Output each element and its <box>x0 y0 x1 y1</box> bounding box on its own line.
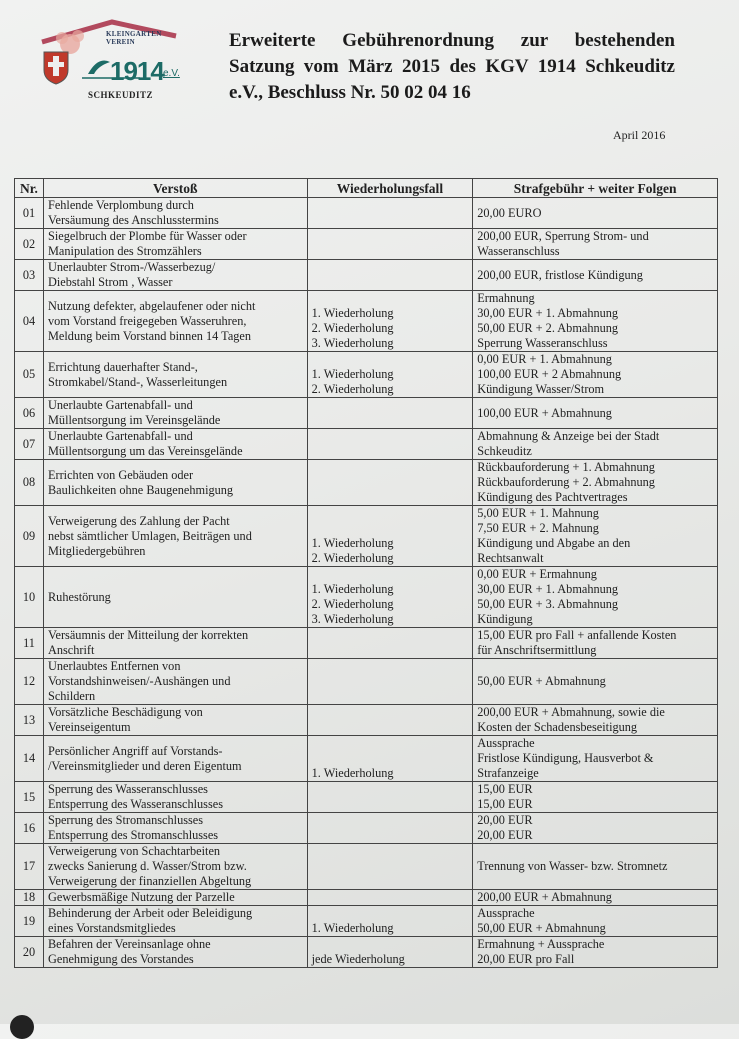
violation-cell <box>43 705 307 736</box>
fee-table <box>14 178 718 968</box>
violation-line: Gewerbsmäßige Nutzung der Parzelle <box>47 890 235 904</box>
violation-cell <box>43 229 307 260</box>
penalty-line: 200,00 EUR + Abmahnung <box>477 890 612 904</box>
violation-line: Unerlaubter Strom-/Wasserbezug/ <box>47 260 216 274</box>
violation-line: Entsperrung des Stromanschlusses <box>47 828 219 842</box>
repetition-cell <box>307 398 473 429</box>
penalty-line: 30,00 EUR + 1. Abmahnung <box>477 582 619 596</box>
violation-line: Vorsätzliche Beschädigung von <box>47 705 203 719</box>
violation-cell <box>43 567 307 628</box>
table-row <box>15 844 718 890</box>
penalty-cell <box>473 782 718 813</box>
violation-cell <box>43 260 307 291</box>
violation-line: vom Vorstand freigegeben Wasseruhren, <box>47 313 247 328</box>
violation-cell <box>43 198 307 229</box>
row-number: 09 <box>15 506 44 567</box>
document-date: April 2016 <box>613 128 666 142</box>
violation-line: Müllentsorgung im Vereinsgelände <box>47 413 221 427</box>
table-row <box>15 567 718 628</box>
table-row <box>15 736 718 782</box>
violation-line: zwecks Sanierung d. Wasser/Strom bzw. <box>47 859 247 873</box>
table-row <box>15 628 718 659</box>
repetition-cell <box>307 628 473 659</box>
violation-line: Manipulation des Stromzählers <box>47 244 202 258</box>
penalty-cell <box>473 291 718 352</box>
violation-line: Genehmigung des Vorstandes <box>47 952 194 966</box>
penalty-line: 200,00 EUR, Sperrung Strom- und <box>477 229 649 243</box>
row-number: 02 <box>15 229 44 260</box>
logo-year: 1914 <box>110 56 164 86</box>
penalty-cell <box>473 567 718 628</box>
violation-line: Vorstandshinweisen/-Aushängen und <box>47 674 231 688</box>
penalty-line: 30,00 EUR + 1. Abmahnung <box>477 306 619 320</box>
violation-line: Fehlende Verplombung durch <box>47 198 194 212</box>
repetition-line: 2. Wiederholung <box>311 382 394 396</box>
violation-line: Errichtung dauerhafter Stand-, <box>47 359 198 374</box>
violation-cell <box>43 937 307 968</box>
repetition-cell <box>307 460 473 506</box>
column-header-verstoss: Verstoß <box>43 179 307 198</box>
penalty-cell <box>473 906 718 937</box>
penalty-cell <box>473 890 718 906</box>
violation-line: Persönlicher Angriff auf Vorstands- <box>47 743 223 758</box>
penalty-cell <box>473 736 718 782</box>
violation-line: Errichten von Gebäuden oder <box>47 467 194 482</box>
penalty-line: 7,50 EUR + 2. Mahnung <box>477 521 599 535</box>
repetition-cell <box>307 890 473 906</box>
row-number: 16 <box>15 813 44 844</box>
table-row <box>15 906 718 937</box>
penalty-line: 50,00 EUR + 2. Abmahnung <box>477 321 619 335</box>
penalty-line: 50,00 EUR + 3. Abmahnung <box>477 597 619 611</box>
penalty-line: 200,00 EUR + Abmahnung, sowie die <box>477 705 665 719</box>
violation-line: Stromkabel/Stand-, Wasserleitungen <box>47 374 228 389</box>
violation-line: Verweigerung von Schachtarbeiten <box>47 844 221 858</box>
table-header-row <box>15 179 718 198</box>
penalty-line: 50,00 EUR + Abmahnung <box>477 921 606 935</box>
pin-head <box>10 1015 34 1039</box>
violation-line: Nutzung defekter, abgelaufener oder nicht <box>47 298 256 313</box>
row-number: 12 <box>15 659 44 705</box>
table-row <box>15 260 718 291</box>
penalty-line: 50,00 EUR + Abmahnung <box>477 674 606 688</box>
penalty-line: Rückbauforderung + 1. Abmahnung <box>477 460 655 474</box>
penalty-line: Fristlose Kündigung, Hausverbot & <box>477 751 654 765</box>
penalty-line: 20,00 EUR <box>477 828 533 842</box>
penalty-cell <box>473 352 718 398</box>
penalty-cell <box>473 659 718 705</box>
penalty-line: Kündigung und Abgabe an den <box>477 536 631 550</box>
row-number: 11 <box>15 628 44 659</box>
table-row <box>15 782 718 813</box>
table-row <box>15 460 718 506</box>
violation-line: Verweigerung der finanziellen Abgeltung <box>47 874 252 888</box>
violation-line: Müllentsorgung um das Vereinsgelände <box>47 444 243 458</box>
violation-cell <box>43 736 307 782</box>
violation-cell <box>43 890 307 906</box>
penalty-line: Schkeuditz <box>477 444 532 458</box>
violation-cell <box>43 429 307 460</box>
row-number: 07 <box>15 429 44 460</box>
penalty-line: 15,00 EUR <box>477 782 533 796</box>
violation-line: /Vereinsmitglieder und deren Eigentum <box>47 758 242 773</box>
penalty-cell <box>473 429 718 460</box>
table-row <box>15 352 718 398</box>
table-row <box>15 198 718 229</box>
repetition-cell <box>307 782 473 813</box>
table-row <box>15 291 718 352</box>
violation-cell <box>43 398 307 429</box>
repetition-line <box>312 937 469 952</box>
penalty-line: 15,00 EUR <box>477 797 533 811</box>
penalty-line: Kosten der Schadensbeseitigung <box>477 720 638 734</box>
penalty-line: 0,00 EUR + 1. Abmahnung <box>477 352 612 366</box>
repetition-cell <box>307 567 473 628</box>
repetition-cell <box>307 506 473 567</box>
row-number: 14 <box>15 736 44 782</box>
violation-cell <box>43 460 307 506</box>
repetition-cell <box>307 736 473 782</box>
penalty-cell <box>473 229 718 260</box>
repetition-line <box>312 906 469 921</box>
repetition-cell <box>307 705 473 736</box>
penalty-line: Aussprache <box>477 906 535 920</box>
repetition-line: jede Wiederholung <box>311 952 405 966</box>
violation-line: Verweigerung des Zahlung der Pacht <box>47 513 230 528</box>
repetition-cell <box>307 906 473 937</box>
repetition-cell <box>307 291 473 352</box>
row-number: 17 <box>15 844 44 890</box>
violation-line: Ruhestörung <box>47 589 111 604</box>
repetition-line: 1. Wiederholung <box>311 921 394 935</box>
penalty-line: Kündigung des Pachtvertrages <box>477 490 628 504</box>
penalty-line: Kündigung <box>477 612 533 626</box>
row-number: 03 <box>15 260 44 291</box>
repetition-line: 1. Wiederholung <box>311 367 394 381</box>
penalty-line: 20,00 EUR <box>477 813 533 827</box>
violation-cell <box>43 659 307 705</box>
table-row <box>15 813 718 844</box>
repetition-cell <box>307 659 473 705</box>
penalty-cell <box>473 506 718 567</box>
row-number: 06 <box>15 398 44 429</box>
violation-line: Siegelbruch der Plombe für Wasser oder <box>47 229 247 243</box>
repetition-cell <box>307 844 473 890</box>
violation-line: Unerlaubte Gartenabfall- und <box>47 398 193 412</box>
penalty-line: Abmahnung & Anzeige bei der Stadt <box>477 429 660 443</box>
row-number: 10 <box>15 567 44 628</box>
club-logo <box>40 16 180 106</box>
repetition-line: 2. Wiederholung <box>311 551 394 565</box>
row-number: 20 <box>15 937 44 968</box>
penalty-line: Rechtsanwalt <box>477 551 544 565</box>
column-header-strafgebuehr: Strafgebühr + weiter Folgen <box>473 179 718 198</box>
violation-cell <box>43 352 307 398</box>
repetition-cell <box>307 937 473 968</box>
violation-line: Unerlaubtes Entfernen von <box>47 659 181 673</box>
repetition-line: 3. Wiederholung <box>311 336 394 350</box>
violation-line: Befahren der Vereinsanlage ohne <box>47 937 211 951</box>
repetition-line: 1. Wiederholung <box>311 582 394 596</box>
penalty-line: 20,00 EURO <box>477 205 542 220</box>
logo-city: SCHKEUDITZ <box>88 90 154 100</box>
penalty-line: Wasseranschluss <box>477 244 560 258</box>
penalty-line: 0,00 EUR + Ermahnung <box>477 567 597 581</box>
repetition-cell <box>307 813 473 844</box>
penalty-line: 200,00 EUR, fristlose Kündigung <box>477 267 643 282</box>
violation-line: Meldung beim Vorstand binnen 14 Tagen <box>47 328 252 343</box>
penalty-line: 100,00 EUR + 2 Abmahnung <box>477 367 622 381</box>
penalty-cell <box>473 705 718 736</box>
penalty-cell <box>473 460 718 506</box>
violation-line: Sperrung des Stromanschlusses <box>47 813 204 827</box>
row-number: 04 <box>15 291 44 352</box>
violation-line: Baulichkeiten ohne Baugenehmigung <box>47 482 234 497</box>
repetition-cell <box>307 198 473 229</box>
penalty-cell <box>473 937 718 968</box>
violation-line: Anschrift <box>47 643 95 657</box>
repetition-cell <box>307 260 473 291</box>
penalty-cell <box>473 398 718 429</box>
row-number: 19 <box>15 906 44 937</box>
row-number: 08 <box>15 460 44 506</box>
violation-cell <box>43 844 307 890</box>
violation-line: Vereinseigentum <box>47 720 131 734</box>
violation-cell <box>43 506 307 567</box>
violation-line: Sperrung des Wasseranschlusses <box>47 782 208 796</box>
violation-line: Mitgliedergebühren <box>47 543 146 558</box>
penalty-line: 100,00 EUR + Abmahnung <box>477 405 612 420</box>
row-number: 13 <box>15 705 44 736</box>
logo-line2: VEREIN <box>106 38 136 46</box>
penalty-line: Strafanzeige <box>477 766 539 780</box>
penalty-line: Trennung von Wasser- bzw. Stromnetz <box>477 859 668 873</box>
violation-line: Unerlaubte Gartenabfall- und <box>47 429 193 443</box>
row-number: 01 <box>15 198 44 229</box>
penalty-line: Ermahnung <box>477 291 535 305</box>
violation-line: Schildern <box>47 689 96 703</box>
table-row <box>15 937 718 968</box>
repetition-line: 3. Wiederholung <box>311 612 394 626</box>
penalty-line: 15,00 EUR pro Fall + anfallende Kosten <box>477 628 677 642</box>
violation-line: Diebstahl Strom , Wasser <box>47 275 173 289</box>
violation-cell <box>43 628 307 659</box>
violation-cell <box>43 813 307 844</box>
table-row <box>15 890 718 906</box>
table-row <box>15 229 718 260</box>
repetition-line: 1. Wiederholung <box>311 536 394 550</box>
row-number: 18 <box>15 890 44 906</box>
repetition-line: 2. Wiederholung <box>311 597 394 611</box>
violation-cell <box>43 291 307 352</box>
penalty-line: Aussprache <box>477 736 535 750</box>
violation-cell <box>43 906 307 937</box>
table-row <box>15 398 718 429</box>
column-header-nr: Nr. <box>15 179 44 198</box>
penalty-cell <box>473 813 718 844</box>
penalty-line: 5,00 EUR + 1. Mahnung <box>477 506 599 520</box>
violation-line: Entsperrung des Wasseranschlusses <box>47 797 223 811</box>
penalty-line: Kündigung Wasser/Strom <box>477 382 605 396</box>
penalty-cell <box>473 198 718 229</box>
penalty-line: Ermahnung + Aussprache <box>477 937 605 951</box>
table-row <box>15 659 718 705</box>
penalty-line: für Anschriftsermittlung <box>477 643 597 657</box>
repetition-line: 1. Wiederholung <box>311 766 394 780</box>
logo-suffix: e.V. <box>163 68 180 79</box>
penalty-cell <box>473 844 718 890</box>
violation-line: nebst sämtlicher Umlagen, Beiträgen und <box>47 528 252 543</box>
violation-line: Versäumung des Anschlusstermins <box>47 213 219 227</box>
row-number: 15 <box>15 782 44 813</box>
penalty-line: 20,00 EUR pro Fall <box>477 952 575 966</box>
violation-line: eines Vorstandsmitgliedes <box>47 921 176 935</box>
logo-line1: KLEINGARTEN <box>106 30 162 38</box>
table-row <box>15 705 718 736</box>
repetition-line: 2. Wiederholung <box>311 321 394 335</box>
penalty-cell <box>473 628 718 659</box>
document-title: Erweiterte Gebührenordnung zur bestehenden Satzung vom März 2015 des KGV 1914 Schkeuditz e.V., Beschluss Nr. 50 02 04 16 <box>229 30 675 103</box>
violation-line: Behinderung der Arbeit oder Beleidigung <box>47 906 253 920</box>
penalty-line: Rückbauforderung + 2. Abmahnung <box>477 475 655 489</box>
repetition-cell <box>307 229 473 260</box>
repetition-cell <box>307 352 473 398</box>
repetition-line: 1. Wiederholung <box>311 306 394 320</box>
repetition-cell <box>307 429 473 460</box>
penalty-line: Sperrung Wasseranschluss <box>477 336 608 350</box>
violation-line: Versäumnis der Mitteilung der korrekten <box>47 628 249 642</box>
table-row <box>15 506 718 567</box>
row-number: 05 <box>15 352 44 398</box>
penalty-cell <box>473 260 718 291</box>
table-row <box>15 429 718 460</box>
violation-cell <box>43 782 307 813</box>
column-header-wiederholungsfall: Wiederholungsfall <box>307 179 473 198</box>
